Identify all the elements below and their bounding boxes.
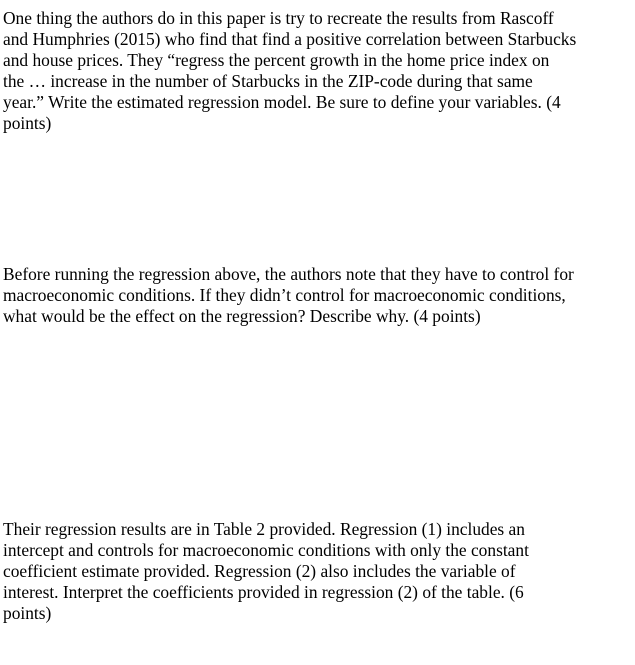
question-paragraph-macroeconomic-controls: Before running the regression above, the authors note that they have to control for macroeconomic conditions. If they didn’t control for macroeconomic conditions, what would be the effect on the regression? Describe why. (4 points) xyxy=(3,264,574,326)
question-paragraph-regression-model: One thing the authors do in this paper is try to recreate the results from Rascoff and Humphries (2015) who find that find a positive correlation between Starbucks and house prices. They “regress the percent growth in the home price index on the … increase in the number of Starbucks in the ZIP-code during that same year.” Write the estimated regression model. Be sure to define your variables. (4 points) xyxy=(3,8,577,133)
question-paragraph-interpret-coefficients: Their regression results are in Table 2 provided. Regression (1) includes an intercept and controls for macroeconomic conditions with only the constant coefficient estimate provided. Regression (2) also includes the variable of interest. Interpret the coefficients provided in regression (2) of the table. (6 points) xyxy=(3,519,529,623)
